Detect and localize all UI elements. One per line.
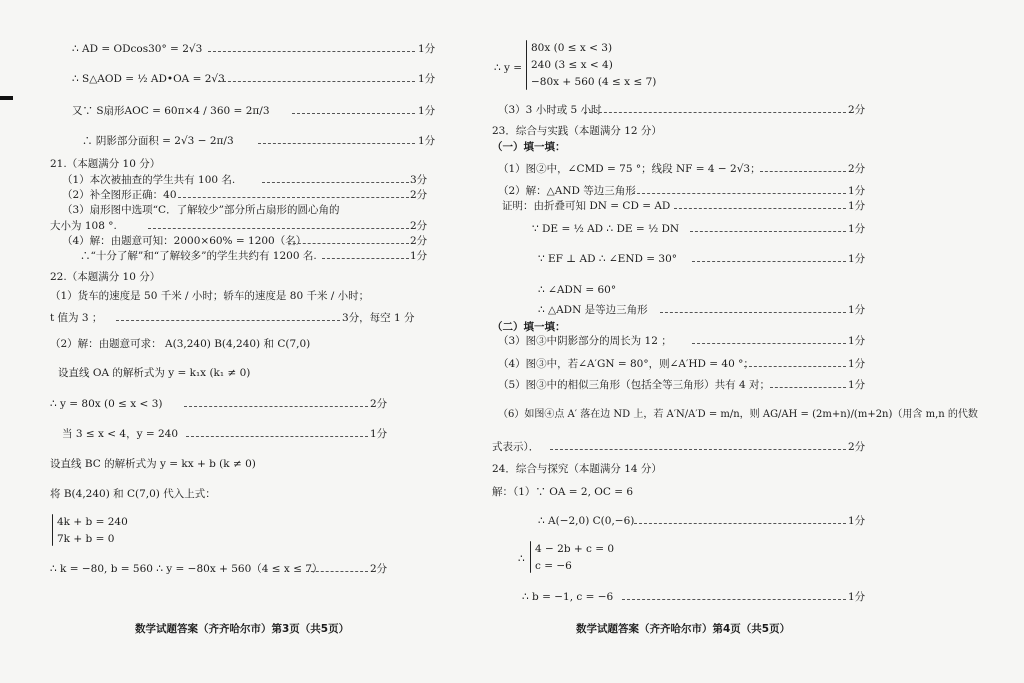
system-brace	[52, 514, 53, 546]
question-heading: 22.（本题满分 10 分）	[50, 271, 161, 283]
answer-line: 设直线 BC 的解析式为 y = kx + b (k ≠ 0)	[50, 458, 256, 470]
therefore-symbol: ∴	[518, 553, 525, 565]
answer-line: 解：（1）∵ OA = 2, OC = 6	[492, 486, 634, 498]
score-label: 1分	[418, 73, 436, 85]
answer-line: ∴ y = 80x (0 ≤ x < 3)	[50, 398, 163, 410]
leader-dashes	[690, 231, 846, 232]
piecewise-case: −80x + 560 (4 ≤ x ≤ 7)	[531, 76, 657, 88]
equation-line: 4k + b = 240	[57, 516, 128, 528]
piecewise-case: 80x (0 ≤ x < 3)	[531, 42, 613, 54]
page-footer: 数学试题答案（齐齐哈尔市）第3页（共5页）	[135, 623, 350, 635]
leader-dashes	[550, 449, 846, 450]
answer-line: ∴ S△AOD = ½ AD•OA = 2√3	[72, 73, 225, 85]
page-footer: 数学试题答案（齐齐哈尔市）第4页（共5页）	[576, 623, 791, 635]
score-label: 2分	[410, 235, 428, 247]
answer-line: （2）补全图形正确：40	[62, 189, 177, 201]
answer-line: ∵ EF ⊥ AD ∴ ∠END = 30°	[538, 253, 678, 265]
equation-line: 4 − 2b + c = 0	[535, 543, 615, 555]
equation-line: 7k + b = 0	[57, 533, 115, 545]
answer-line: ∴ b = −1, c = −6	[522, 591, 614, 603]
answer-line: （4）解：由题意可知：2000×60% = 1200（名）	[62, 235, 307, 247]
answer-line: （3）图③中阴影部分的周长为 12 ；	[498, 335, 672, 347]
answer-line: （5）图③中的相似三角形（包括全等三角形）共有 4 对；	[498, 379, 771, 391]
answer-line: ∴ 阴影部分面积 = 2√3 − 2π/3	[82, 135, 234, 147]
leader-dashes	[674, 208, 846, 209]
piecewise-case: 240 (3 ≤ x < 4)	[531, 59, 613, 71]
score-label: 2分	[848, 104, 866, 116]
score-label: 1分	[848, 358, 866, 370]
answer-line: （1）货车的速度是 50 千米 / 小时；轿车的速度是 80 千米 / 小时；	[50, 290, 370, 302]
score-label: 3分，每空 1 分	[342, 312, 415, 324]
score-label: 3分	[410, 174, 428, 186]
score-label: 1分	[848, 335, 866, 347]
question-heading: 24．综合与探究（本题满分 14 分）	[492, 463, 662, 475]
scan-edge-mark	[0, 96, 13, 100]
question-heading: 23．综合与实践（本题满分 12 分）	[492, 125, 662, 137]
answer-line: （3）3 小时或 5 小时	[498, 104, 602, 116]
leader-dashes	[208, 51, 415, 52]
answer-line: ∴ ∠ADN = 60°	[538, 284, 617, 296]
leader-dashes	[692, 261, 846, 262]
answer-line: （1）图②中，∠CMD = 75 °；线段 NF = 4 − 2√3；	[498, 163, 761, 175]
leader-dashes	[186, 436, 368, 437]
answer-line: （3）扇形图中选项“C．了解较少”部分所占扇形的圆心角的	[62, 204, 340, 216]
piecewise-lhs: ∴ y =	[494, 62, 523, 74]
score-label: 2分	[370, 563, 388, 575]
leader-dashes	[306, 571, 368, 572]
score-label: 1分	[418, 135, 436, 147]
leader-dashes	[622, 599, 846, 600]
score-label: 1分	[418, 43, 436, 55]
answer-line: ∴ AD = ODcos30° = 2√3	[72, 43, 203, 55]
leader-dashes	[148, 228, 409, 229]
score-label: 2分	[848, 163, 866, 175]
score-label: 1分	[848, 515, 866, 527]
score-label: 1分	[848, 253, 866, 265]
answer-line: 式表示）．	[492, 441, 540, 453]
score-label: 1分	[370, 428, 388, 440]
answer-line: 大小为 108 °.	[50, 220, 117, 232]
leader-dashes	[760, 171, 846, 172]
answer-line: （1）本次被抽查的学生共有 100 名.	[62, 174, 236, 186]
leader-dashes	[292, 113, 415, 114]
piecewise-brace	[526, 40, 527, 90]
question-heading: 21.（本题满分 10 分）	[50, 158, 161, 170]
leader-dashes	[288, 243, 409, 244]
answer-line: 设直线 OA 的解析式为 y = k₁x (k₁ ≠ 0)	[58, 367, 251, 379]
leader-dashes	[584, 112, 846, 113]
answer-line: （2）解：由题意可求： A(3,240) B(4,240) 和 C(7,0)	[50, 338, 311, 350]
score-label: 1分	[848, 379, 866, 391]
score-label: 1分	[410, 250, 428, 262]
section-heading: （二）填一填：	[492, 321, 566, 333]
leader-dashes	[632, 193, 846, 194]
answer-line: 又∵ S扇形AOC = 60π×4 / 360 = 2π/3	[72, 105, 270, 117]
leader-dashes	[744, 366, 846, 367]
answer-line: （6）如图④点 A′ 落在边 ND 上，若 A′N/A′D = m/n，则 AG/AH = (2m+n)/(m+2n)（用含 m,n 的代数	[498, 409, 978, 420]
answer-line: 将 B(4,240) 和 C(7,0) 代入上式：	[50, 488, 216, 500]
answer-line: t 值为 3 ；	[50, 312, 103, 324]
leader-dashes	[116, 320, 340, 321]
answer-line: （4）图③中，若∠A′GN = 80°，则∠A′HD = 40 °；	[498, 358, 754, 370]
leader-dashes	[262, 182, 409, 183]
leader-dashes	[660, 312, 846, 313]
leader-dashes	[258, 143, 415, 144]
answer-line: 当 3 ≤ x < 4，y = 240	[62, 428, 179, 440]
equation-line: c = −6	[535, 560, 572, 572]
answer-line: ∴ k = −80, b = 560 ∴ y = −80x + 560（4 ≤ x ≤ 7）	[50, 563, 323, 575]
leader-dashes	[184, 406, 368, 407]
leader-dashes	[634, 523, 846, 524]
score-label: 2分	[410, 220, 428, 232]
score-label: 2分	[370, 398, 388, 410]
leader-dashes	[322, 258, 409, 259]
answer-line: ∴ A(−2,0) C(0,−6)	[538, 515, 635, 527]
leader-dashes	[692, 343, 846, 344]
score-label: 1分	[848, 200, 866, 212]
answer-line: 证明：由折叠可知 DN = CD = AD	[502, 200, 671, 212]
answer-line: ∵ DE = ½ AD ∴ DE = ½ DN	[532, 223, 680, 235]
score-label: 1分	[848, 223, 866, 235]
score-label: 2分	[848, 441, 866, 453]
score-label: 1分	[848, 304, 866, 316]
answer-line: （2）解：△AND 等边三角形	[498, 185, 636, 197]
system-brace	[530, 541, 531, 573]
section-heading: （一）填一填：	[492, 141, 566, 153]
score-label: 1分	[848, 591, 866, 603]
leader-dashes	[178, 197, 409, 198]
leader-dashes	[218, 81, 415, 82]
answer-line: ∴ △ADN 是等边三角形	[538, 304, 648, 316]
answer-line: ∴“十分了解”和“了解较多”的学生共约有 1200 名.	[80, 250, 317, 262]
score-label: 2分	[410, 189, 428, 201]
score-label: 1分	[418, 105, 436, 117]
score-label: 1分	[848, 185, 866, 197]
leader-dashes	[770, 387, 846, 388]
